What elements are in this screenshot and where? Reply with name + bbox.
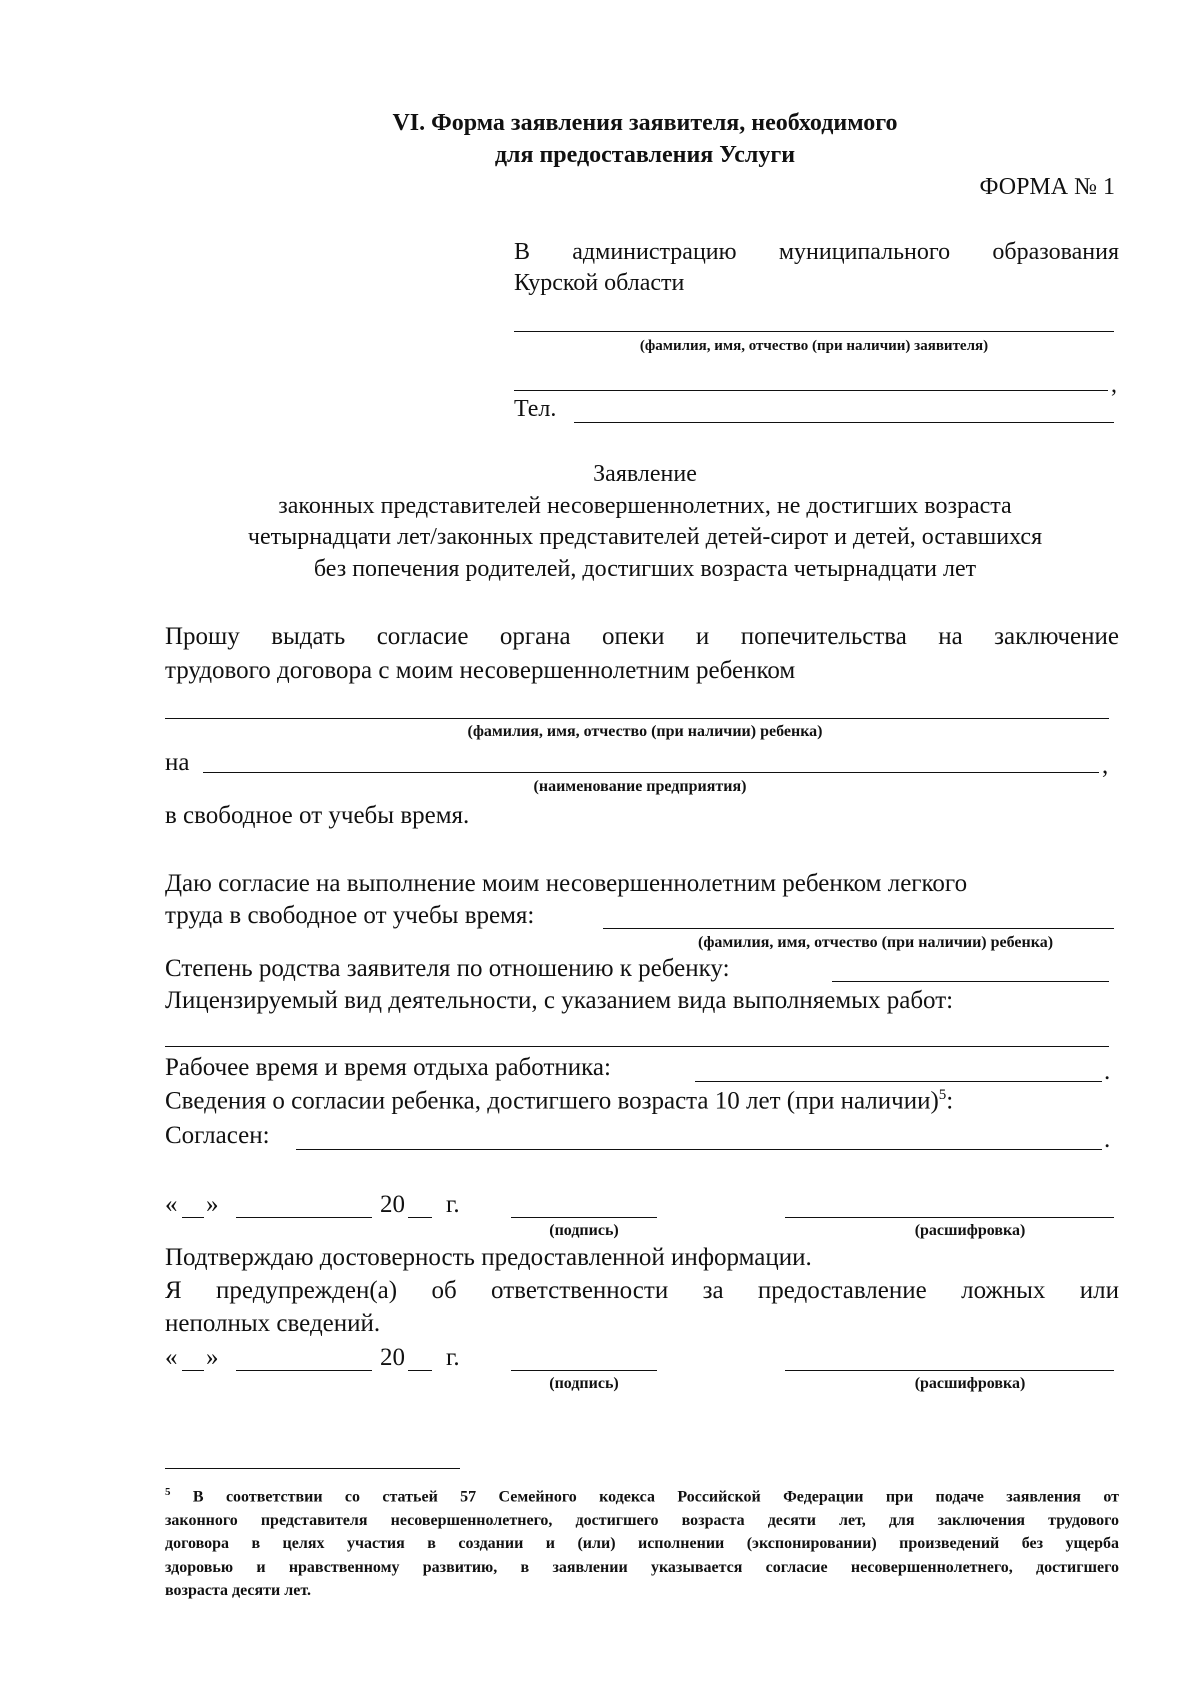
section-title-line2: для предоставления Услуги [494,142,796,168]
applicant-name-field[interactable] [514,331,1114,332]
agree-label: Согласен: [165,1122,270,1149]
footnote-line5: возраста десяти лет. [165,1582,311,1600]
consent-line2: труда в свободное от учебы время: [165,902,535,929]
section-title-line2-wrap [0,142,1200,169]
child-consent-colon: : [946,1087,954,1115]
free-time-text: в свободное от учебы время. [165,802,470,829]
statement-line1: законных представителей несовершеннолетних, не достигших возраста [278,493,1012,519]
footnote-separator [165,1468,460,1469]
date-year-suffix-1: г. [446,1191,460,1218]
child-name-caption: (фамилия, имя, отчество (при наличии) ребенка) [467,723,823,740]
date-open-quote-1: « [165,1191,178,1218]
date-year-prefix-1: 20 [380,1191,405,1218]
phone-label: Тел. [514,396,557,422]
section-title-line1: VI. Форма заявления заявителя, необходимого [392,110,898,136]
date-month-field-2[interactable] [236,1370,372,1371]
child-name-field[interactable] [165,718,1109,719]
footnote-number: 5 [165,1486,171,1498]
date-year-field-1[interactable] [408,1217,432,1218]
date-year-suffix-2: г. [446,1344,460,1371]
date-open-quote-2: « [165,1344,178,1371]
footnote-ref[interactable]: 5 [938,1087,947,1103]
applicant-address-field[interactable] [514,390,1108,391]
decoding-caption-1: (расшифровка) [914,1222,1026,1239]
form-number: ФОРМА № 1 [979,174,1115,200]
date-day-field-1[interactable] [182,1217,204,1218]
enterprise-comma: , [1102,752,1109,779]
consent-line1: Даю согласие на выполнение моим несовершеннолетним ребенком легкого [165,870,968,897]
decoding-field-2[interactable] [785,1370,1114,1371]
addressee-line1: В администрацию муниципального образования [514,239,1119,265]
footnote-line3: договора в целях участия в создании и (или) исполнении (экспонировании) произведений без ущерба [165,1535,1119,1553]
phone-field[interactable] [574,422,1114,423]
date-year-prefix-2: 20 [380,1344,405,1371]
signature-caption-1: (подпись) [549,1222,619,1239]
work-time-field[interactable] [695,1081,1102,1082]
consent-child-caption: (фамилия, имя, отчество (при наличии) ребенка) [698,934,1054,951]
request-line1: Прошу выдать согласие органа опеки и попечительства на заключение [165,623,1119,650]
work-time-period: . [1104,1058,1111,1085]
decoding-field-1[interactable] [785,1217,1114,1218]
date-day-field-2[interactable] [182,1370,204,1371]
agree-period: . [1104,1126,1111,1153]
date-close-quote-2: » [206,1344,219,1371]
request-line2: трудового договора с моим несовершеннолетним ребенком [165,657,796,684]
applicant-address-comma: , [1111,372,1117,398]
work-time-label: Рабочее время и время отдыха работника: [165,1054,611,1081]
activity-label: Лицензируемый вид деятельности, с указанием вида выполняемых работ: [165,987,954,1014]
signature-caption-2: (подпись) [549,1375,619,1392]
statement-line3: без попечения родителей, достигших возраста четырнадцати лет [313,556,977,582]
signature-field-2[interactable] [511,1370,657,1371]
date-year-field-2[interactable] [408,1370,432,1371]
statement-heading: Заявление [593,461,697,487]
section-title [0,110,1200,137]
date-close-quote-1: » [206,1191,219,1218]
date-month-field-1[interactable] [236,1217,372,1218]
decoding-caption-2: (расшифровка) [914,1375,1026,1392]
addressee-line2: Курской области [514,270,685,296]
footnote-line4: здоровью и нравственному развитию, в заявлении указывается согласие несовершеннолетнего, достигшего [165,1558,1119,1576]
confirm-line1: Подтверждаю достоверность предоставленной информации. [165,1244,812,1271]
confirm-line3: неполных сведений. [165,1310,381,1337]
agree-field[interactable] [296,1149,1102,1150]
applicant-caption: (фамилия, имя, отчество (при наличии) заявителя) [639,338,989,354]
enterprise-caption: (наименование предприятия) [533,778,747,795]
confirm-line2: Я предупрежден(а) об ответственности за предоставление ложных или [165,1277,1119,1304]
child-consent-label [165,1087,953,1115]
on-label: на [165,749,190,776]
relation-field[interactable] [832,981,1109,982]
relation-label: Степень родства заявителя по отношению к ребенку: [165,955,730,982]
consent-child-field[interactable] [603,928,1114,929]
activity-field[interactable] [165,1046,1109,1047]
footnote-line1-text: В соответствии со статьей 57 Семейного кодекса Российской Федерации при подаче заявления от [192,1488,1119,1506]
statement-line2: четырнадцати лет/законных представителей детей-сирот и детей, оставшихся [247,524,1043,550]
footnote-line2: законного представителя несовершеннолетнего, достигшего возраста десяти лет, для заключения трудового [165,1511,1119,1529]
footnote-line1 [165,1481,1119,1509]
enterprise-field[interactable] [203,772,1099,773]
signature-field-1[interactable] [511,1217,657,1218]
child-consent-text: Сведения о согласии ребенка, достигшего возраста 10 лет (при наличии) [165,1087,939,1115]
footnote [165,1481,1119,1603]
